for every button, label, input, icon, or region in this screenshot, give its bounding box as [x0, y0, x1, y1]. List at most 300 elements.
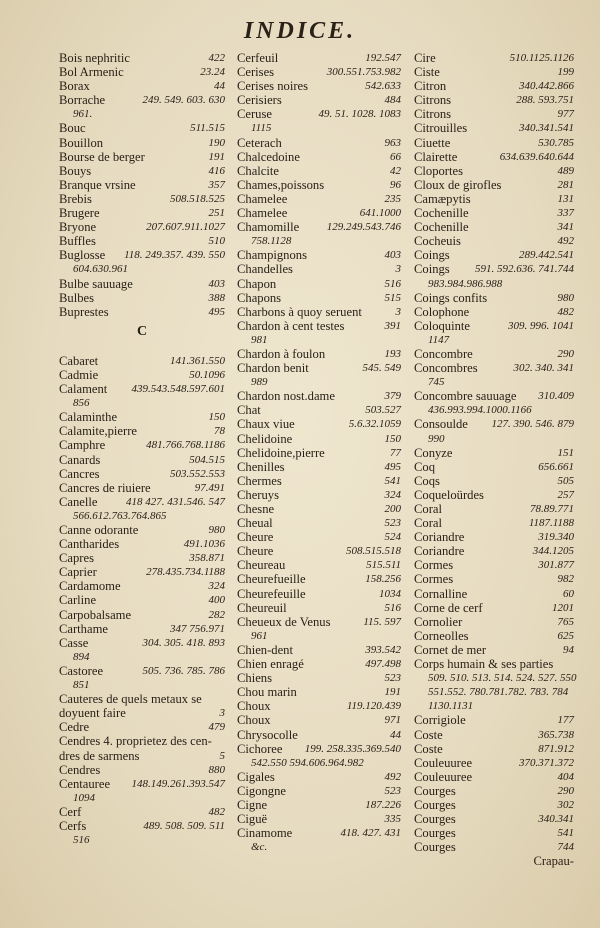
index-entry [237, 248, 401, 262]
entry-term: Coings [414, 248, 450, 263]
index-entry [59, 551, 225, 565]
entry-continuation: &c. [251, 841, 268, 854]
index-entry [237, 305, 401, 319]
entry-term: Cauteres de quels metaux se [59, 692, 202, 707]
entry-term: Cerfs [59, 818, 87, 833]
entry-pages: 118. 249.357. 439. 550 [124, 249, 225, 262]
entry-pages: 5.6.32.1059 [348, 418, 401, 431]
entry-pages: 482 [557, 305, 574, 318]
entry-term: Ceterach [237, 135, 282, 150]
entry-pages: 971 [384, 714, 401, 727]
section-letter: C [136, 323, 148, 339]
entry-term: Chapons [237, 290, 282, 305]
index-entry [414, 417, 574, 431]
index-entry [237, 51, 401, 65]
entry-term: Citrons [414, 107, 452, 122]
entry-pages: 880 [208, 763, 225, 776]
entry-term: Cerises noires [237, 79, 308, 94]
entry-term: Colophone [414, 304, 470, 319]
index-entry [414, 770, 574, 784]
entry-term: Cantharides [59, 537, 120, 552]
entry-term: Bois nephritic [59, 51, 131, 65]
index-entry [59, 382, 225, 396]
index-entry [237, 558, 401, 572]
entry-term: Borax [59, 79, 90, 94]
index-entry [237, 812, 401, 826]
index-entry [59, 192, 225, 206]
entry-pages: 150 [384, 432, 401, 445]
index-entry [414, 136, 574, 150]
entry-term: Chelidoine,pierre [237, 445, 325, 460]
index-entry [414, 262, 574, 276]
entry-pages: 127. 390. 546. 879 [491, 418, 574, 431]
index-entry [59, 481, 225, 495]
entry-pages: 288. 593.751 [516, 94, 574, 107]
entry-term: Carpobalsame [59, 607, 132, 622]
entry-term: Chaux viue [237, 417, 295, 432]
entry-term: Cigongne [237, 783, 286, 798]
entry-term: Corne de cerf [414, 600, 483, 615]
entry-pages: 1201 [552, 601, 574, 614]
index-entry [237, 65, 401, 79]
entry-term: Cendres [59, 762, 101, 777]
index-entry [59, 763, 225, 777]
index-entry [59, 424, 225, 438]
entry-pages: 335 [384, 813, 401, 826]
entry-pages: 96 [390, 178, 401, 191]
entry-term: Cornet de mer [414, 642, 487, 657]
entry-pages: 641.1000 [359, 207, 401, 220]
entry-term: Cornalline [414, 586, 468, 601]
index-entry [237, 770, 401, 784]
index-entry [59, 234, 225, 248]
entry-continuation: 851 [73, 679, 90, 692]
entry-term: Chou marin [237, 685, 297, 700]
entry-term: Calament [59, 382, 108, 397]
entry-term: Cedre [59, 720, 90, 735]
entry-pages: 94 [563, 643, 574, 656]
entry-pages: 418. 427. 431 [340, 827, 401, 840]
entry-term: dres de sarmens [59, 748, 140, 763]
entry-pages: 281 [557, 178, 574, 191]
entry-pages: 97.491 [194, 481, 225, 494]
index-entry [414, 812, 574, 826]
index-entry [59, 819, 225, 833]
entry-pages: 278.435.734.1188 [146, 566, 225, 579]
entry-pages: 516 [384, 601, 401, 614]
index-entry [414, 121, 574, 135]
entry-term: Concombre [414, 346, 473, 361]
entry-pages: 310.409 [538, 390, 574, 403]
entry-pages: 515 [384, 291, 401, 304]
index-entry [414, 150, 574, 164]
entry-term: Chesne [237, 502, 275, 516]
entry-pages: 495 [208, 305, 225, 318]
entry-term: Capres [59, 551, 94, 566]
entry-pages: 78.89.771 [530, 503, 574, 515]
entry-pages: 491.1036 [183, 538, 225, 551]
index-entry [237, 826, 401, 840]
entry-pages: 508.515.518 [346, 545, 401, 558]
entry-term: Choux [237, 699, 271, 714]
entry-term: Courges [414, 826, 456, 841]
index-entry [59, 277, 225, 291]
entry-term: Charbons à quoy seruent [237, 304, 362, 319]
index-entry [414, 107, 574, 121]
entry-term: Cheual [237, 516, 273, 531]
entry-pages: 44 [390, 728, 401, 741]
entry-continuation: 981 [251, 333, 268, 346]
index-entry [414, 840, 574, 854]
entry-term: Cichoree [237, 741, 283, 756]
entry-pages: 510 [208, 235, 225, 248]
entry-term: Cocheuis [414, 234, 461, 249]
entry-pages: 388 [208, 291, 225, 304]
entry-term: Calamite,pierre [59, 424, 137, 439]
entry-pages: 980 [208, 524, 225, 536]
index-entry [237, 685, 401, 699]
index-entry [414, 615, 574, 629]
entry-pages: 290 [557, 347, 574, 360]
index-entry [414, 756, 574, 770]
entry-term: Chapon [237, 276, 277, 291]
entry-term: Ciste [414, 65, 440, 80]
entry-term: Cadmie [59, 367, 99, 382]
index-entry [59, 664, 225, 678]
entry-pages: 492 [384, 770, 401, 783]
entry-term: Corrigiole [414, 713, 466, 728]
entry-pages: 66 [390, 150, 401, 163]
index-entry [237, 361, 401, 375]
index-entry [59, 537, 225, 551]
entry-term: Citrouilles [414, 121, 468, 136]
entry-pages: 393.542 [365, 643, 401, 656]
entry-pages: 301.877 [538, 559, 574, 572]
entry-pages: 511.515 [190, 122, 225, 135]
index-entry [59, 593, 225, 607]
index-entry [59, 495, 225, 509]
entry-pages: 530.785 [538, 136, 574, 149]
index-entry [237, 587, 401, 601]
entry-term: Cheueux de Venus [237, 614, 331, 629]
entry-pages: 44 [214, 80, 225, 93]
entry-term: Coral [414, 502, 442, 516]
entry-term: Citrons [414, 93, 452, 108]
index-entry [414, 643, 574, 657]
entry-continuation: 566.612.763.764.865 [73, 509, 167, 522]
index-entry [414, 248, 574, 262]
entry-continuation: 436.993.994.1000.1166 [428, 404, 532, 417]
entry-term: Canne odorante [59, 523, 139, 537]
entry-continuation: 983.984.986.988 [428, 277, 503, 290]
index-entry [414, 657, 574, 671]
index-entry [59, 438, 225, 452]
entry-term: Chat [237, 403, 261, 418]
entry-pages: 3 [395, 263, 401, 276]
index-entry [59, 220, 225, 234]
index-entry [59, 121, 225, 135]
entry-pages: 505 [557, 474, 574, 487]
entry-pages: 963 [384, 136, 401, 149]
entry-pages: 78 [214, 425, 225, 438]
entry-pages: 524 [384, 531, 401, 544]
entry-pages: 503.527 [365, 404, 401, 417]
index-entry [414, 220, 574, 234]
index-entry [237, 460, 401, 474]
index-entry [237, 742, 401, 756]
entry-pages: 77 [390, 446, 401, 459]
entry-term: Cheureau [237, 558, 286, 573]
entry-continuation: 894 [73, 650, 90, 663]
entry-term: Courges [414, 797, 456, 812]
entry-pages: 1187.1188 [528, 517, 574, 530]
index-column-3 [414, 51, 577, 869]
catchword [414, 854, 574, 868]
index-entry [237, 347, 401, 361]
index-entry [59, 354, 225, 368]
index-entry [414, 826, 574, 840]
entry-term: Castoree [59, 663, 104, 678]
index-entry [59, 608, 225, 622]
entry-term: Cheurefueille [237, 572, 306, 587]
entry-term: Cochenille [414, 206, 469, 221]
entry-pages: 481.766.768.1186 [146, 439, 225, 452]
entry-pages: 515.511 [366, 559, 401, 572]
entry-pages: 282 [208, 608, 225, 621]
index-entry [59, 692, 225, 706]
entry-term: Concombres [414, 361, 478, 376]
index-entry [414, 530, 574, 544]
index-entry [237, 291, 401, 305]
entry-pages: 3 [219, 707, 225, 720]
entry-term: Ciuette [414, 135, 451, 150]
entry-term: Bouc [59, 121, 86, 136]
entry-pages: 541 [384, 474, 401, 487]
entry-term: Coloquinte [414, 318, 470, 333]
entry-pages: 302. 340. 341 [513, 362, 574, 375]
entry-term: Carthame [59, 621, 108, 636]
entry-pages: 523 [384, 672, 401, 685]
entry-pages: 199. 258.335.369.540 [304, 742, 401, 755]
entry-term: Courges [414, 812, 456, 827]
index-entry [414, 305, 574, 319]
entry-term: Bryone [59, 220, 97, 235]
index-entry [237, 192, 401, 206]
index-entry [237, 107, 401, 121]
entry-pages: 484 [384, 94, 401, 107]
entry-pages: 148.149.261.393.547 [131, 777, 225, 790]
page-title: INDICE. [243, 18, 357, 44]
index-entry [59, 305, 225, 319]
entry-continuation: 509. 510. 513. 514. 524. 527. 550 [428, 672, 577, 685]
entry-pages: 379 [384, 390, 401, 403]
entry-pages: 131 [557, 192, 574, 205]
index-entry [59, 178, 225, 192]
index-entry [237, 446, 401, 460]
entry-pages: 257 [557, 488, 574, 501]
entry-term: Ceruse [237, 107, 272, 122]
index-entry [237, 432, 401, 446]
index-entry [237, 671, 401, 685]
entry-pages: 151 [557, 446, 574, 459]
entry-pages: 403 [384, 249, 401, 262]
index-entry [237, 389, 401, 403]
entry-pages: 403 [208, 277, 225, 290]
entry-term: Cerf [59, 804, 82, 819]
entry-term: Cheurefeuille [237, 586, 306, 601]
entry-term: Cancres de riuiere [59, 480, 151, 495]
entry-pages: 235 [384, 192, 401, 205]
index-entry [237, 93, 401, 107]
entry-term: Cloportes [414, 163, 463, 178]
entry-pages: 304. 305. 418. 893 [142, 636, 225, 649]
entry-pages: 479 [208, 721, 225, 734]
index-entry [414, 502, 574, 516]
entry-pages: 200 [384, 503, 401, 515]
index-entry [237, 150, 401, 164]
entry-term: Carline [59, 593, 97, 608]
index-entry [414, 65, 574, 79]
entry-pages: 249. 549. 603. 630 [142, 94, 225, 107]
entry-continuation: 1115 [251, 122, 272, 135]
index-entry [237, 516, 401, 530]
index-entry [414, 713, 574, 727]
entry-pages: 119.120.439 [346, 700, 401, 713]
index-entry [59, 136, 225, 150]
entry-term: Coste [414, 741, 443, 756]
entry-continuation: 516 [73, 834, 90, 847]
entry-term: Courges [414, 783, 456, 798]
entry-term: Coings [414, 262, 450, 277]
entry-term: Clairette [414, 149, 458, 164]
entry-term: Canards [59, 452, 101, 467]
entry-continuation: 856 [73, 397, 90, 410]
entry-pages: 370.371.372 [519, 756, 574, 769]
entry-term: Camæpytis [414, 191, 471, 206]
index-entry [59, 248, 225, 262]
index-entry [59, 453, 225, 467]
entry-pages: 341 [557, 221, 574, 234]
entry-term: Couleuuree [414, 769, 473, 784]
index-entry [414, 488, 574, 502]
index-entry [237, 615, 401, 629]
index-entry [59, 65, 225, 79]
entry-pages: 482 [208, 805, 225, 818]
entry-pages: 492 [557, 235, 574, 248]
entry-pages: 505. 736. 785. 786 [142, 664, 225, 677]
catchword-text: Crapau- [533, 854, 574, 869]
index-entry [237, 784, 401, 798]
entry-pages: 504.515 [189, 453, 225, 466]
entry-term: Cormes [414, 558, 454, 573]
entry-term: Cinamome [237, 826, 293, 841]
entry-pages: 302 [557, 798, 574, 811]
index-entry [414, 361, 574, 375]
entry-term: Cancres [59, 466, 100, 481]
entry-term: Chalcedoine [237, 149, 300, 164]
entry-term: Coings confits [414, 290, 488, 305]
entry-pages: 418 427. 431.546. 547 [126, 495, 225, 508]
entry-pages: 191 [208, 150, 225, 163]
entry-continuation: 604.630.961 [73, 263, 128, 276]
entry-pages: 656.661 [538, 460, 574, 473]
index-entry [59, 720, 225, 734]
entry-term: Chamelee [237, 206, 288, 221]
entry-pages: 337 [557, 207, 574, 220]
index-entry [59, 368, 225, 382]
entry-pages: 495 [384, 460, 401, 473]
index-entry [414, 93, 574, 107]
index-entry [414, 742, 574, 756]
entry-pages: 591. 592.636. 741.744 [475, 263, 574, 276]
entry-term: Caprier [59, 565, 97, 580]
entry-term: Ciguë [237, 812, 268, 827]
entry-term: Brugere [59, 206, 100, 221]
entry-term: Brebis [59, 191, 92, 206]
entry-continuation: 1147 [428, 333, 450, 346]
entry-term: Choux [237, 713, 271, 728]
entry-term: Calaminthe [59, 410, 118, 425]
entry-pages: 50.1096 [189, 368, 225, 381]
entry-term: Cabaret [59, 353, 99, 368]
entry-term: Bulbes [59, 290, 94, 305]
entry-pages: 489 [557, 164, 574, 177]
entry-pages: 545. 549 [362, 362, 401, 375]
entry-term: Cheure [237, 530, 274, 545]
entry-term: Cendres 4. proprietez des cen- [59, 734, 212, 749]
entry-term: Cigne [237, 797, 268, 812]
entry-term: Chelidoine [237, 431, 293, 446]
index-entry [414, 291, 574, 305]
entry-term: Cormes [414, 572, 454, 587]
entry-term: Camphre [59, 438, 106, 453]
index-entry [237, 136, 401, 150]
entry-term: Coriandre [414, 544, 465, 559]
entry-term: Chamomille [237, 220, 300, 235]
entry-pages: 508.518.525 [170, 192, 225, 205]
entry-term: Citron [414, 79, 447, 94]
index-entry [414, 319, 574, 333]
index-entry [59, 79, 225, 93]
index-entry [414, 798, 574, 812]
entry-term: Chrysocolle [237, 727, 298, 742]
entry-term: doyuent faire [59, 706, 126, 721]
entry-continuation: 758.1128 [251, 235, 292, 248]
entry-term: Chien-dent [237, 642, 293, 657]
entry-term: Bouillon [59, 135, 104, 150]
entry-pages: 319.340 [538, 531, 574, 544]
entry-pages: 309. 996. 1041 [508, 319, 574, 332]
index-entry [59, 164, 225, 178]
entry-term: Chermes [237, 473, 282, 488]
entry-pages: 290 [557, 784, 574, 797]
entry-term: Chardon nost.dame [237, 389, 335, 404]
entry-pages: 300.551.753.982 [326, 66, 401, 79]
entry-term: Chardon à cent testes [237, 318, 345, 333]
entry-term: Concombre sauuage [414, 389, 517, 404]
entry-pages: 115. 597 [363, 615, 401, 628]
entry-pages: 510.1125.1126 [509, 52, 574, 64]
entry-pages: 3 [395, 305, 401, 318]
index-entry [237, 319, 401, 333]
index-entry [59, 734, 225, 748]
index-entry [414, 728, 574, 742]
index-entry [237, 474, 401, 488]
entry-pages: 542.633 [365, 80, 401, 93]
entry-term: Cire [414, 51, 436, 65]
entry-term: Cigales [237, 769, 275, 784]
entry-pages: 191 [384, 686, 401, 699]
